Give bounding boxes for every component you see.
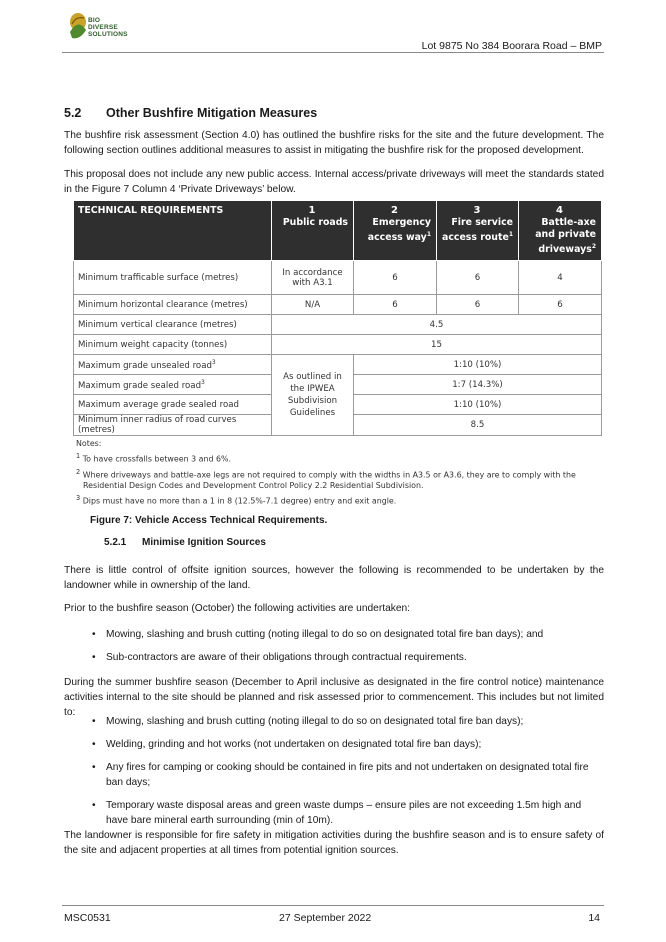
table-cell: 6: [437, 295, 519, 315]
merged-public-roads-cell: As outlined in the IPWEA Subdivision Guidelines: [272, 355, 354, 436]
season-activities-list: [92, 714, 604, 836]
subsection-heading: [104, 537, 266, 548]
subsection-paragraph-4: The landowner is responsible for fire safety in mitigation activities during the bushfire season and is to ensure safety of the site and adjacent properties at all times from potential ignition sources.: [64, 830, 604, 856]
section-paragraph-1: The bushfire risk assessment (Section 4.0) has outlined the bushfire risks for the site and the future development. The following section outlines additional measures to assist in mitigating the bushfire risk for the proposed development.: [64, 130, 604, 156]
row-label: Minimum vertical clearance (metres): [74, 315, 272, 335]
bullet-icon: •: [92, 629, 96, 640]
pre-season-activities-list: [92, 627, 604, 673]
subsection-paragraph-2: Prior to the bushfire season (October) the following activities are undertaken:: [64, 603, 410, 614]
table-row: [74, 261, 602, 295]
list-item: • Mowing, slashing and brush cutting (noting illegal to do so on designated total fire ban days); and: [92, 629, 544, 640]
table-header-title: TECHNICAL REQUIREMENTS: [74, 201, 272, 261]
document-date: 27 September 2022: [279, 912, 372, 924]
column-header-private-driveways: 4 Battle-axe and private driveways$^2$: [519, 201, 602, 261]
section-paragraph-2: This proposal does not include any new public access. Internal access/private driveways will meet the standards stated in the Figure 7 Column 4 ‘Private Driveways’ below.: [64, 169, 604, 195]
note-3: $^3$ Dips must have no more than a 1 in 8 (12.5%-7.1 degree) entry and exit angle.: [76, 494, 397, 506]
logo-wordmark: BIO DIVERSE SOLUTIONS: [88, 17, 128, 38]
table-cell: 1:7 (14.3%): [354, 375, 602, 395]
note-2: $^2$ Where driveways and battle-axe legs are not required to comply with the widths in A3.5 or A3.6, they are to comply with the Residential Design Codes and Development Control Policy 2.2 Residential Subdivision.: [76, 467, 576, 491]
table-cell: 4: [519, 261, 602, 295]
table-cell: 6: [519, 295, 602, 315]
subsection-paragraph-3: During the summer bushfire season (December to April inclusive as designated in the fire control notice) maintenance activities internal to the site should be planned and risk assessed prior to commencement. This includes but not limited to:: [64, 677, 604, 718]
subsection-paragraph-1: There is little control of offsite ignition sources, however the following is recommended to be undertaken by the landowner while in ownership of the land.: [64, 565, 604, 591]
table-cell: In accordance with A3.1: [272, 261, 354, 295]
table-notes: [76, 438, 606, 509]
section-number: 5.2: [64, 106, 82, 120]
document-code: MSC0531: [64, 912, 111, 924]
notes-heading: Notes:: [76, 439, 102, 448]
bullet-icon: •: [92, 739, 96, 750]
row-label: Minimum weight capacity (tonnes): [74, 335, 272, 355]
table-cell: 1:10 (10%): [354, 355, 602, 375]
section-title: Other Bushfire Mitigation Measures: [106, 106, 318, 120]
row-label: Maximum grade unsealed road$^3$: [74, 355, 272, 375]
note-1: $^1$ To have crossfalls between 3 and 6%.: [76, 452, 231, 464]
table-row: [74, 315, 602, 335]
section-heading: [64, 106, 317, 120]
table-cell: 6: [437, 261, 519, 295]
table-row: [74, 355, 602, 375]
column-header-public-roads: 1 Public roads: [272, 201, 354, 261]
subsection-number: 5.2.1: [104, 537, 127, 548]
header-divider: [62, 52, 604, 53]
footer-divider: [62, 905, 604, 906]
bullet-icon: •: [92, 652, 96, 663]
leaf-logo-icon: [66, 12, 90, 42]
column-header-fire-service-route: 3 Fire service access route$^1$: [437, 201, 519, 261]
table-cell: N/A: [272, 295, 354, 315]
column-header-emergency-access: 2 Emergency access way$^1$: [354, 201, 437, 261]
bullet-icon: •: [92, 800, 96, 811]
table-cell: 4.5: [272, 315, 602, 335]
table-cell: 8.5: [354, 415, 602, 436]
document-header-title: Lot 9875 No 384 Boorara Road – BMP: [421, 40, 602, 52]
page-number: 14: [588, 912, 600, 924]
list-item: • Temporary waste disposal areas and green waste dumps – ensure piles are not exceeding 1.5m high and have bare mineral earth surrounding (min of 10m).: [92, 800, 582, 826]
table-cell: 1:10 (10%): [354, 395, 602, 415]
figure-caption: Figure 7: Vehicle Access Technical Requirements.: [90, 515, 328, 526]
list-item: • Sub-contractors are aware of their obligations through contractual requirements.: [92, 652, 467, 663]
list-item: • Welding, grinding and hot works (not undertaken on designated total fire ban days);: [92, 739, 482, 750]
list-item: • Any fires for camping or cooking should be contained in fire pits and not undertaken on designated total fire ban days;: [92, 762, 589, 788]
bullet-icon: •: [92, 716, 96, 727]
table-row: [74, 295, 602, 315]
company-logo: [66, 12, 136, 46]
table-header-row: [74, 201, 602, 261]
subsection-title: Minimise Ignition Sources: [142, 537, 266, 548]
row-label: Maximum grade sealed road$^3$: [74, 375, 272, 395]
technical-requirements-table: [73, 200, 602, 436]
row-label: Maximum average grade sealed road: [74, 395, 272, 415]
table-row: [74, 335, 602, 355]
row-label: Minimum trafficable surface (metres): [74, 261, 272, 295]
row-label: Minimum inner radius of road curves (metres): [74, 415, 272, 436]
table-cell: 6: [354, 261, 437, 295]
bullet-icon: •: [92, 762, 96, 773]
table-cell: 6: [354, 295, 437, 315]
table-cell: 15: [272, 335, 602, 355]
list-item: • Mowing, slashing and brush cutting (noting illegal to do so on designated total fire ban days);: [92, 716, 524, 727]
technical-requirements-figure: [73, 200, 601, 436]
row-label: Minimum horizontal clearance (metres): [74, 295, 272, 315]
